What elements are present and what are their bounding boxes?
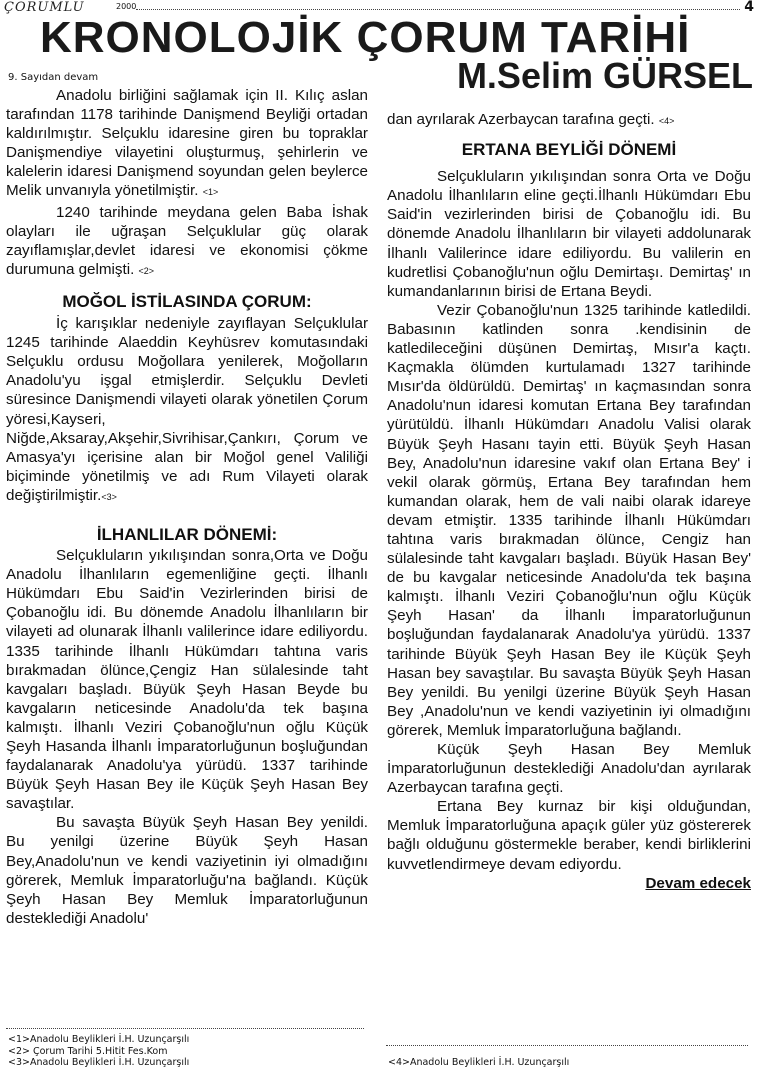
paragraph xyxy=(6,86,368,203)
page-number: 4 xyxy=(744,0,754,15)
footnote-rule xyxy=(386,1045,748,1046)
section-heading: MOĞOL İSTİLASINDA ÇORUM: xyxy=(62,291,312,311)
footnote-ref: <2> xyxy=(138,265,155,276)
footnotes-left xyxy=(8,1034,189,1069)
right-column xyxy=(387,110,751,893)
footnote: <1>Anadolu Beylikleri İ.H. Uzunçarşılı xyxy=(8,1034,190,1045)
section-heading: İLHANLILAR DÖNEMİ: xyxy=(96,524,278,544)
newspaper-brand: ÇORUMLU xyxy=(4,0,85,15)
paragraph xyxy=(6,203,368,281)
paragraph xyxy=(6,314,368,507)
footnote-rule xyxy=(6,1028,364,1029)
paragraph: Bu savaşta Büyük Şeyh Hasan Bey yenildi. Bu yenilgi üzerine Büyük Şeyh Hasan Bey,Anadolu'nun ve kendi vaziyetinin iyi olmadığını görerek, Memluk İmparatorluğu'na bağlandı. Küçük Şeyh Hasan Bey Memluk İmparatorluğunun desteklediği Anadolu' xyxy=(6,814,368,927)
footnote: <3>Anadolu Beylikleri İ.H. Uzunçarşılı xyxy=(8,1057,190,1068)
masthead-dotted-rule xyxy=(136,9,740,10)
paragraph: Küçük Şeyh Hasan Bey Memluk İmparatorluğunun desteklediği Anadolu'dan ayrılarak Azerbaycan tarafına geçti. xyxy=(387,741,751,797)
section-heading: ERTANA BEYLİĞİ DÖNEMİ xyxy=(461,140,677,160)
left-column xyxy=(6,86,368,928)
paragraph-text: İç karışıklar nedeniyle zayıflayan Selçuklular 1245 tarihinde Alaeddin Keyhüsrev komutasındaki Selçuklu ordusu Moğollara yenilerek, Moğolların Anadolu'yu işgal etmişlerdir. Selçuklu Devleti süresince Danişmendi vilayeti olarak yönetilen Çorum yöresi,Kayseri, Niğde,Aksaray,Akşehir,Sivrihisar,Çankırı, Çorum ve Amasya'yı içerisine alan bir Moğol genel Valiliği biçiminde yönetilmiş ve adı Rum Vilayeti olarak değiştirilmiştir. xyxy=(6,315,368,504)
footnote: <4>Anadolu Beylikleri İ.H. Uzunçarşılı xyxy=(388,1057,570,1068)
footnote-ref: <3> xyxy=(101,491,117,502)
paragraph: Selçukluların yıkılışından sonra Orta ve Doğu Anadolu İlhanlıların eline geçti.İlhanlı Hükümdarı Ebu Said'in vezirlerinden birisi de Çobanoğlu idi. Bu dönemde Anadolu İlhanlıların bir vilayeti addolunarak İlhanlı Valilerince idare ediliyordu. Bu valilerin en kudretlisi Çobanoğlu'nun oğlu Demirtaşı. Demirtaş' ın kumandanlarının birisi de Ertana Beydi. xyxy=(387,168,751,300)
footnote: <2> Çorum Tarihi 5.Hitit Fes.Kom xyxy=(8,1045,168,1057)
paragraph-text: 1240 tarihinde meydana gelen Baba İshak olayları ile uğraşan Selçuklular güç olarak zayıflamışlar,devlet idaresi ve ekonomisi çökme durumuna gelmişti. xyxy=(6,203,368,278)
article-title: KRONOLOJİK ÇORUM TARİHİ xyxy=(40,13,691,62)
footnote-ref: <4> xyxy=(658,116,675,126)
paragraph-text: Anadolu birliğini sağlamak için II. Kılıç aslan tarafından 1178 tarihinde Danişmend Beyliği ortadan kaldırılmıştır. Selçuklu idaresine giren bu topraklar Danişmendiye vilayetini oluşturmuş, şehirlerin ve kalelerin idaresi Danişmend soyundan gelen beylerce Melik unvanıyla yönetilmiştir. xyxy=(6,87,368,200)
footnote-ref: <1> xyxy=(202,187,219,198)
paragraph xyxy=(387,797,751,892)
footnotes-right xyxy=(388,1057,569,1069)
paragraph: Vezir Çobanoğlu'nun 1325 tarihinde katledildi. Babasının katlinden sonra .kendisinin de katledileceğini düşünen Demirtaş, Mısır'a kaçtı. Kaçmakla ölümden kurtulamadı 1327 tarihinde Mısır'da öldürüldü. Demirtaş' ın kaçmasından sonra Anadolu'nun idaresi komutan Ertana Bey tarafından yürütüldü. İlhanlı Hükümdarı Anadolu Valisi olarak Büyük Şeyh Hasanı tayin etti. Büyük Şeyh Hasan Bey, Anadolu'nun idaresine vakıf olan Ertana Bey' i vekil olarak görmüş, Ertana Bey tarafından hem kumandan olarak, hem de vali naibi olarak idareye devam etmiştir. 1335 tarihinde İlhanlı Hükümdarı tahtına varis bırakmadan ölünce, Cengiz han sülalesinde taht kavgaları başladı. Büyük Hasan Bey' de bu kavgalar neticesinde Anadolu'da tek başına kalmıştı. İlhanlı Veziri Çobanoğlu'nun oğlu Küçük Şeyh Hasan' da İlhanlı İmparatorluğunun boşluğundan faydalanarak Anadolu'ya yürüdü. 1337 tarihinde Büyük Şeyh Hasan Bey ile Küçük Şeyh Hasan bey savaştılar. Bu savaşta Büyük Şeyh Hasan Bey yenildi. Bu yenilgi üzerine Büyük Şeyh Hasan Bey ,Anadolu'nun ve kendi vaziyetinin iyi olmadığını görerek, Memluk İmparatorluğuna bağlandı. xyxy=(387,301,751,739)
paragraph-text: Ertana Bey kurnaz bir kişi olduğundan, Memluk İmparatorluğuna apaçık güler yüz göstererek bağlı olduğunu göstermekle beraber, kendi birliklerini kuvvetlendirmeye devam ediyordu. xyxy=(387,798,751,873)
issue-year: 2000 xyxy=(116,2,137,11)
paragraph-text: dan ayrılarak Azerbaycan tarafına geçti. xyxy=(387,111,655,128)
article-author: M.Selim GÜRSEL xyxy=(456,55,753,96)
paragraph xyxy=(387,110,751,131)
continued-note: 9. Sayıdan devam xyxy=(8,72,99,83)
to-be-continued: Devam edecek xyxy=(645,874,751,892)
paragraph: Selçukluların yıkılışından sonra,Orta ve Doğu Anadolu İlhanlıların egemenliğine geçti. İlhanlı Hükümdarı Ebu Said'in Vezirlerinden birisi de Çobanoğlu idi. Bu dönemde Anadolu İlhanlıların bir vilayeti ad olunarak İlhanlı valilerince idare ediliyordu. 1335 tarihinde İlhanlı Hükümdarı tahtına varis bırakmadan ölünce,Çengiz Han sülalesinde taht kavgaları başladı. Büyük Şeyh Hasan Beyde bu kavgaların neticesinde Anadolu'da tek başına kalmıştı. İlhanlı Veziri Çobanoğlu'nun oğlu Küçük Şeyh Hasanda İlhanlı İmparatorluğunun boşluğundan faydalanarak Anadolu'ya yürüdü. 1337 tarihinde Büyük Şeyh Hasan Bey ile Küçük Şeyh Hasan Bey savaştılar. xyxy=(6,547,368,813)
